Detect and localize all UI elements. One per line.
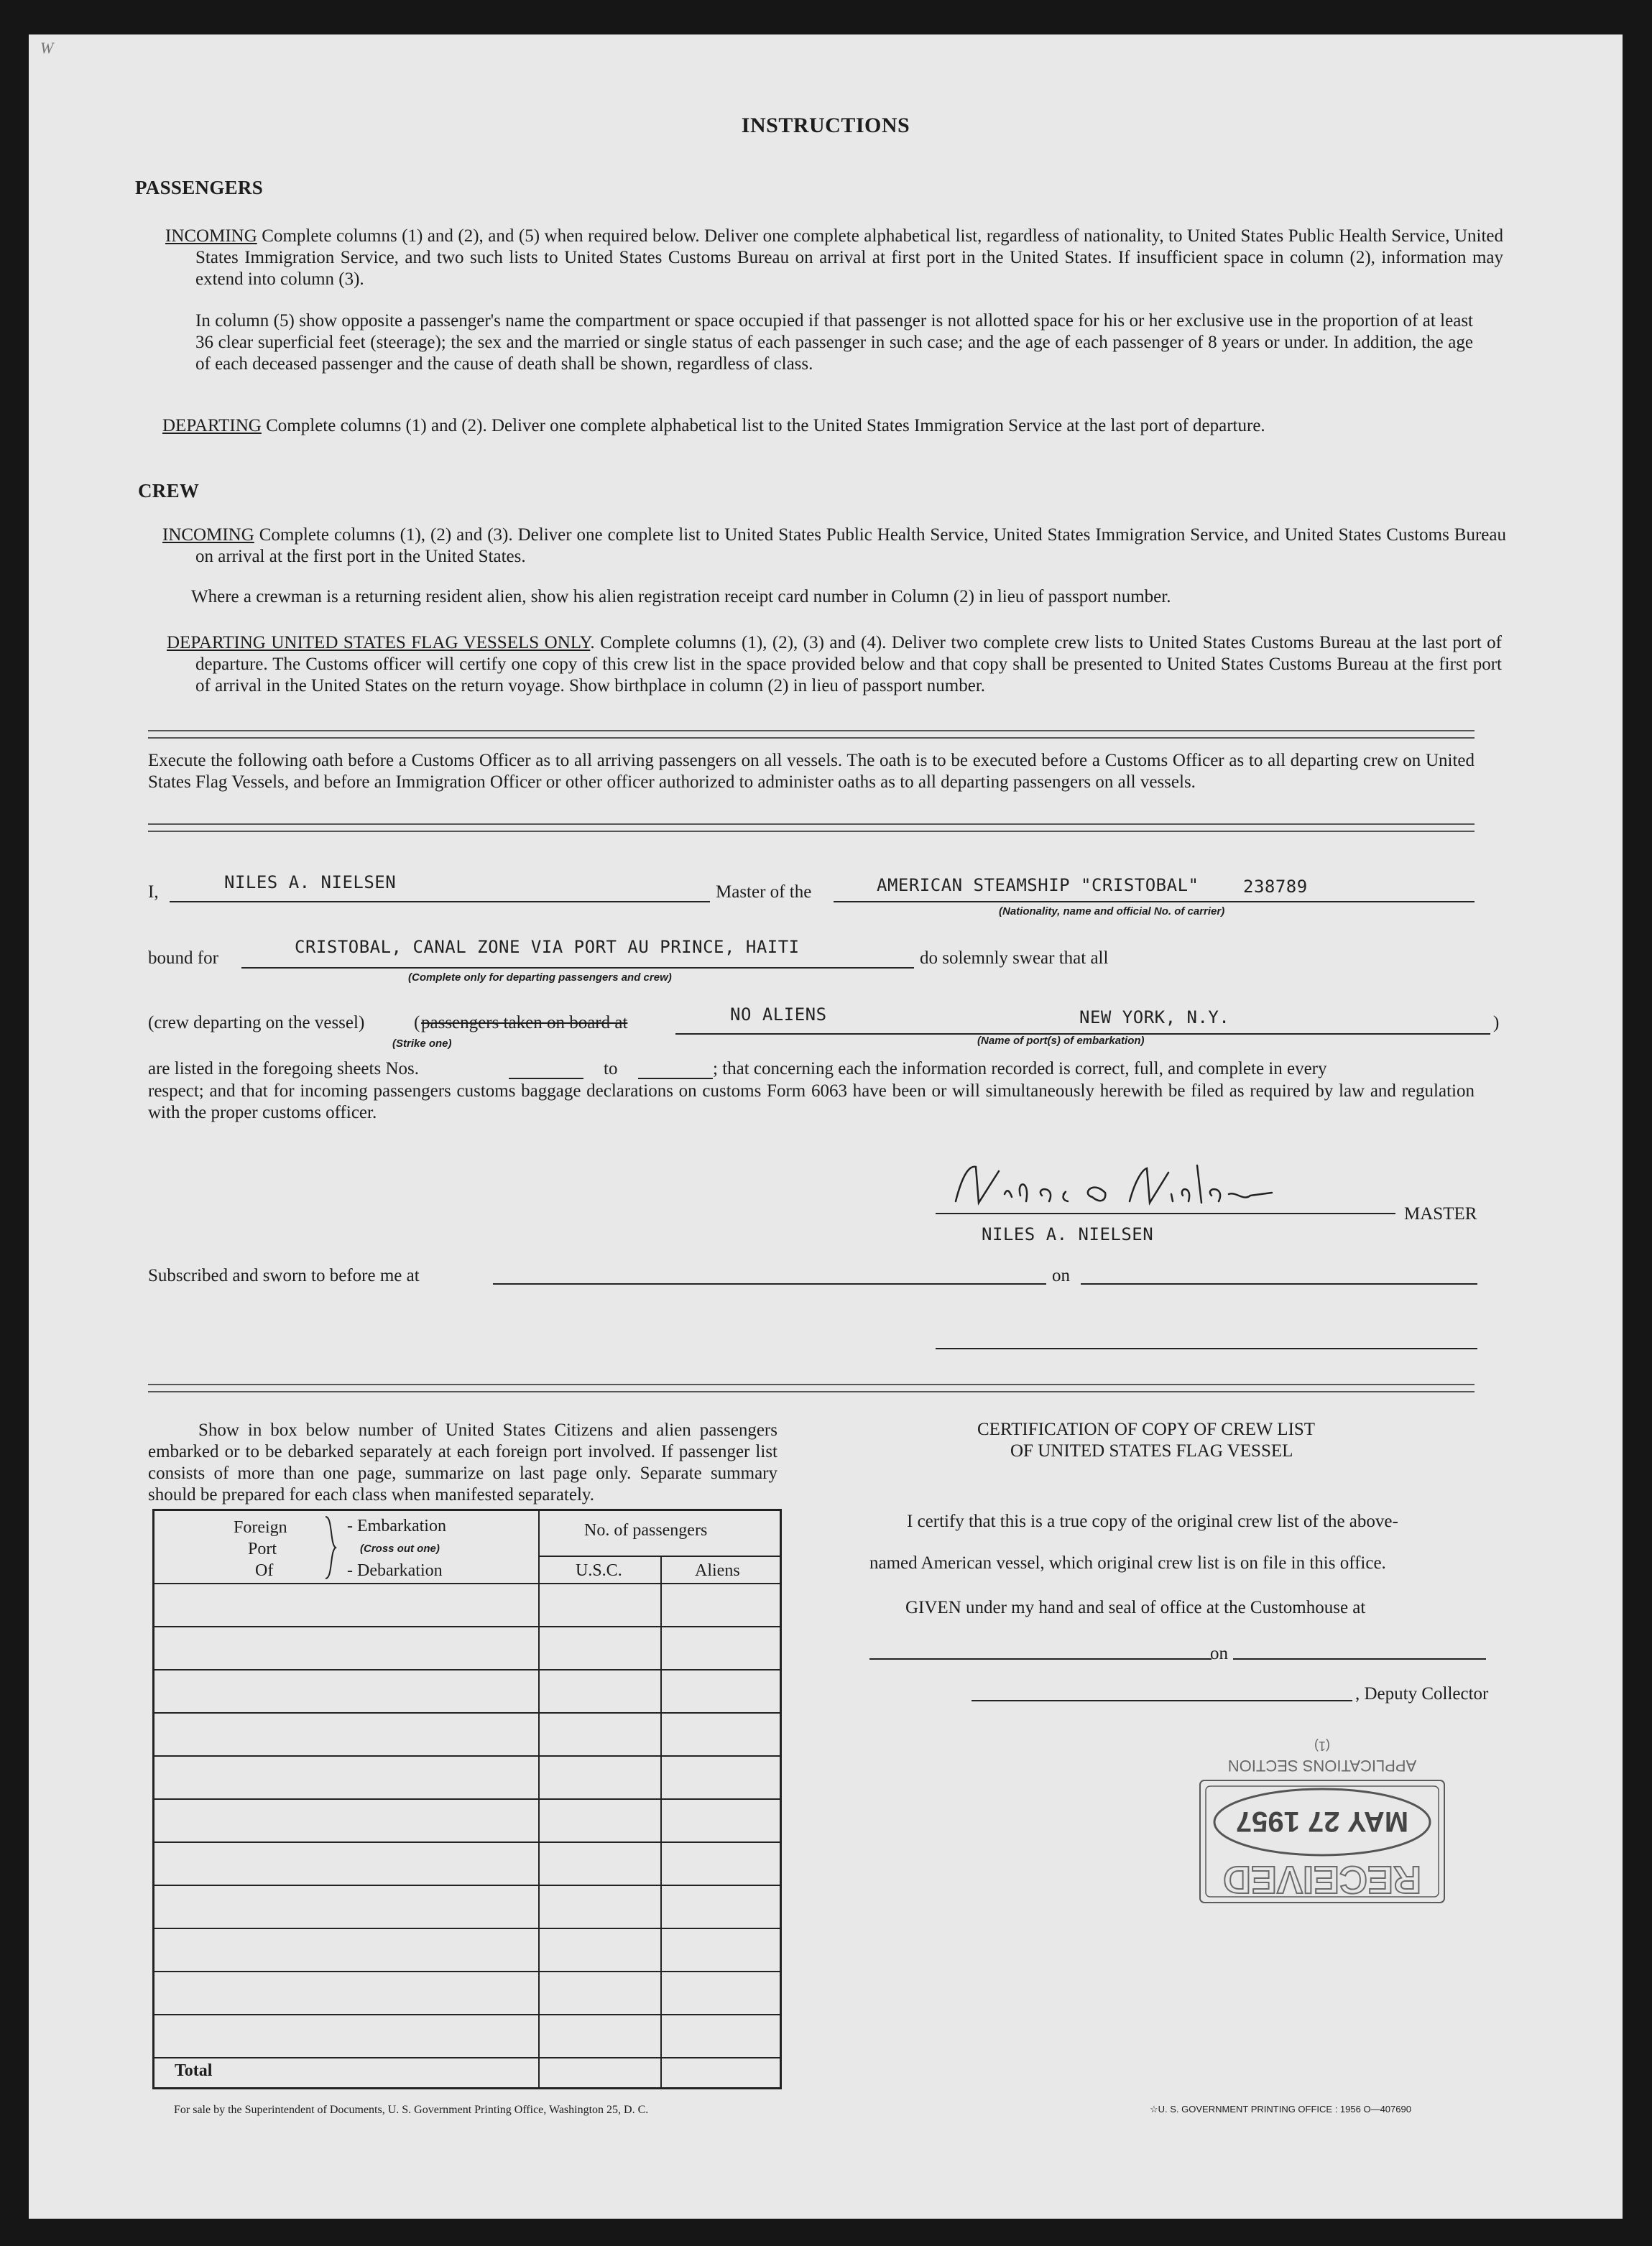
paren-open: ( — [414, 1013, 420, 1032]
certification-text-1: I certify that this is a true copy of the original crew list of the above- — [907, 1512, 1398, 1531]
certification-on-label: on — [1210, 1644, 1228, 1663]
table-row — [154, 2014, 780, 2015]
col-of: Of — [255, 1561, 274, 1580]
sworn-on-label: on — [1052, 1266, 1070, 1285]
passengers-incoming-paragraph — [165, 226, 1503, 290]
table-row — [154, 1712, 780, 1714]
crew-incoming-text: Complete columns (1), (2) and (3). Deliver one complete list to United States Public Health Service, United States Immigration Service, and United States Customs Bureau on arrival at the first port in the United States. — [195, 525, 1506, 566]
col-port: Port — [248, 1540, 277, 1558]
lower-divider — [148, 1384, 1475, 1392]
deputy-collector-label: , Deputy Collector — [1355, 1684, 1489, 1704]
table-row — [154, 1841, 780, 1843]
customhouse-field[interactable] — [869, 1631, 1212, 1660]
footer-right: ☆U. S. GOVERNMENT PRINTING OFFICE : 1956 O—407690 — [1150, 2104, 1411, 2115]
table-row — [154, 1971, 780, 1972]
destination-value: CRISTOBAL, CANAL ZONE VIA PORT AU PRINCE, HAITI — [295, 937, 800, 957]
table-row — [154, 1798, 780, 1800]
crew-heading: CREW — [138, 480, 200, 502]
crew-departing-label: DEPARTING UNITED STATES FLAG VESSELS ONLY — [167, 633, 591, 652]
form-page — [29, 34, 1623, 2219]
certification-text-2: named American vessel, which original crew list is on file in this office. — [869, 1553, 1386, 1573]
crew-incoming-paragraph — [162, 524, 1506, 568]
vessel-caption: (Nationality, name and official No. of carrier) — [999, 905, 1225, 918]
table-vline-2 — [660, 1556, 662, 2087]
passengers-departing-text: Complete columns (1) and (2). Deliver one complete alphabetical list to the United States Immigration Service at the last port of departure. — [261, 416, 1265, 435]
master-label: MASTER — [1404, 1204, 1477, 1224]
certification-date-field[interactable] — [1233, 1631, 1486, 1660]
sheet-from-field[interactable] — [509, 1058, 583, 1079]
bound-for-label: bound for — [148, 948, 218, 968]
debarkation-label: - Debarkation — [347, 1561, 443, 1580]
received-stamp — [1171, 1730, 1473, 1946]
page-title: INSTRUCTIONS — [741, 114, 910, 137]
passengers-struck-label: passengers taken on board at — [421, 1013, 628, 1032]
crew-departing-paragraph — [167, 632, 1502, 697]
listed-text-2: ; that concerning each the information recorded is correct, full, and complete in every — [713, 1059, 1327, 1078]
section-divider — [148, 730, 1475, 739]
strike-caption: (Strike one) — [392, 1037, 452, 1050]
vessel-value: AMERICAN STEAMSHIP "CRISTOBAL" — [877, 875, 1199, 895]
passengers-incoming-text: Complete columns (1) and (2), and (5) when required below. Deliver one complete alphabetical list, regardless of nationality, to United States Public Health Service, United States Immigration Service, and two such lists to United States Customs Bureau on arrival at first port in the United States. If insufficient space in column (2), information may extend into column (3). — [195, 226, 1503, 289]
stamp-received: RECEIVED — [1222, 1858, 1422, 1901]
col-foreign: Foreign — [234, 1518, 287, 1537]
swear-label: do solemnly swear that all — [920, 948, 1109, 968]
total-label: Total — [175, 2061, 213, 2080]
deputy-collector-field[interactable] — [972, 1671, 1352, 1701]
certification-heading-1: CERTIFICATION OF COPY OF CREW LIST — [977, 1420, 1316, 1439]
passengers-incoming-label: INCOMING — [165, 226, 257, 246]
sworn-place-field[interactable] — [493, 1252, 1046, 1285]
cross-out-caption: (Cross out one) — [360, 1543, 440, 1555]
officer-signature-field[interactable] — [936, 1316, 1477, 1349]
embark-port-value: NEW YORK, N.Y. — [1079, 1007, 1230, 1027]
destination-caption: (Complete only for departing passengers and crew) — [408, 971, 672, 984]
certification-heading-2: OF UNITED STATES FLAG VESSEL — [1010, 1441, 1293, 1461]
sworn-date-field[interactable] — [1081, 1252, 1477, 1285]
table-row — [154, 2057, 780, 2058]
stamp-date: MAY 27 1957 — [1235, 1806, 1409, 1837]
i-label: I, — [148, 882, 159, 902]
passengers-heading: PASSENGERS — [135, 177, 264, 198]
corner-mark: W — [40, 39, 54, 57]
listed-text-1: are listed in the foregoing sheets Nos. — [148, 1059, 419, 1078]
brace-icon — [324, 1515, 338, 1580]
subscribed-label: Subscribed and sworn to before me at — [148, 1266, 420, 1285]
table-row — [154, 1626, 780, 1627]
table-row — [154, 1928, 780, 1929]
table-row — [154, 1583, 780, 1584]
column5-paragraph: In column (5) show opposite a passenger's name the compartment or space occupied if that passenger is not allotted space for his or her exclusive use in the proportion of at least 36 clear superficial feet (steerage); the sex and the married or single status of each passenger in such case; and the age of each passenger of 8 years or under. In addition, the age of each deceased passenger and the cause of death shall be shown, regardless of class. — [195, 311, 1473, 374]
table-subheader-line — [538, 1556, 780, 1557]
official-number-value: 238789 — [1243, 877, 1308, 897]
usc-header: U.S.C. — [576, 1561, 622, 1580]
master-signature-field[interactable] — [936, 1181, 1395, 1214]
table-row — [154, 1755, 780, 1757]
master-name-value: NILES A. NIELSEN — [224, 872, 397, 892]
embarkation-label: - Embarkation — [347, 1517, 446, 1535]
sheet-to-field[interactable] — [638, 1058, 713, 1079]
typed-signer: NILES A. NIELSEN — [982, 1224, 1154, 1244]
stamp-section: APPLICATIONS SECTION — [1227, 1757, 1417, 1775]
crew-departing-text: . Complete columns (1), (2), (3) and (4). Deliver two complete crew lists to United States Customs Bureau at the last port of departure. The Customs officer will certify one copy of this crew list in the space provided below and that copy shall be presented to United States Customs Bureau at the first port of arrival in the United States on the return voyage. Show birthplace in column (2) in lieu of passport number. — [195, 633, 1502, 695]
certification-text-3: GIVEN under my hand and seal of office at the Customhouse at — [905, 1598, 1366, 1617]
master-of-label: Master of the — [716, 882, 812, 902]
table-row — [154, 1669, 780, 1670]
crew-resident-paragraph: Where a crewman is a returning resident alien, show his alien registration receipt card number in Column (2) in lieu of passport number. — [191, 587, 1171, 606]
aliens-header: Aliens — [695, 1561, 740, 1580]
no-passengers-header: No. of passengers — [584, 1521, 708, 1540]
footer-left: For sale by the Superintendent of Documents, U. S. Government Printing Office, Washington 25, D. C. — [174, 2104, 649, 2116]
oath-divider — [148, 823, 1475, 832]
oath-intro-paragraph: Execute the following oath before a Customs Officer as to all arriving passengers on all vessels. The oath is to be executed before a Customs Officer as to all departing crew on United States Flag Vessels, and before an Immigration Officer or other officer authorized to administer oaths as to all departing passengers on all vessels. — [148, 751, 1475, 792]
stamp-unit: (1) — [1314, 1739, 1330, 1753]
table-row — [154, 1885, 780, 1886]
to-label: to — [604, 1059, 618, 1078]
paren-close: ) — [1493, 1013, 1500, 1032]
summary-instruction: Show in box below number of United States Citizens and alien passengers embarked or to be debarked separately at each foreign port involved. If passenger list consists of more than one page, summarize on last page only. Separate summary should be prepared for each class when manifested separately. — [148, 1420, 777, 1505]
passengers-departing-paragraph — [162, 415, 1506, 437]
aliens-value: NO ALIENS — [730, 1004, 827, 1025]
crew-departing-label: (crew departing on the vessel) — [148, 1013, 365, 1032]
passenger-summary-table — [152, 1509, 782, 2089]
crew-incoming-label: INCOMING — [162, 525, 254, 545]
port-caption: (Name of port(s) of embarkation) — [977, 1035, 1145, 1047]
listed-text-3: respect; and that for incoming passengers customs baggage declarations on customs Form 6063 have been or will simultaneously herewith be filed as required by law and regulation with the proper customs officer. — [148, 1081, 1475, 1122]
passengers-departing-label: DEPARTING — [162, 416, 262, 435]
